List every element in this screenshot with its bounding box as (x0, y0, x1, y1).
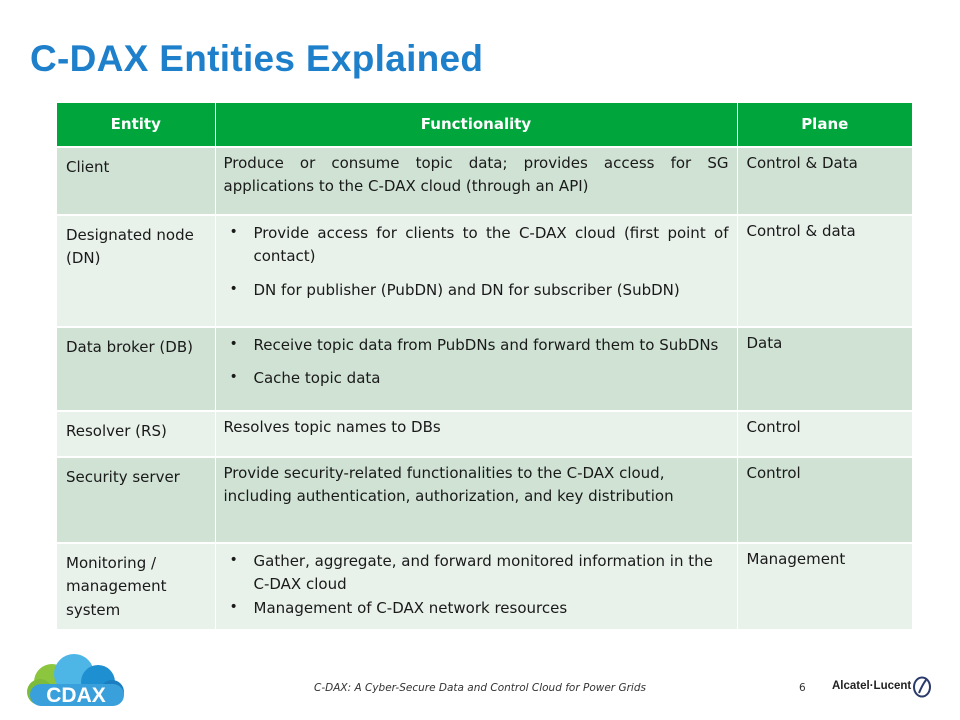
bullet-list (224, 334, 729, 391)
bullet-text: Management of C-DAX network resources (253, 598, 568, 617)
list-item (224, 597, 729, 620)
page-number: 6 (799, 682, 806, 694)
bullet-icon: • (229, 369, 238, 386)
table-row (57, 543, 912, 629)
entity-cell: Designated node (DN) (57, 215, 215, 327)
brand-text: Alcatel·Lucent (832, 680, 912, 692)
bullet-icon: • (229, 224, 238, 240)
plane-cell: Control (737, 411, 912, 457)
functionality-cell: Provide security-related functionalities to the C-DAX cloud, including authentication, authorization, and key distribution (215, 457, 737, 543)
bullet-icon: • (229, 336, 238, 352)
plane-cell: Data (737, 327, 912, 411)
bullet-icon: • (229, 552, 238, 568)
functionality-cell (215, 327, 737, 411)
table-row (57, 147, 912, 215)
bullet-icon: • (229, 598, 238, 615)
table-row (57, 327, 912, 411)
header-plane: Plane (737, 103, 912, 147)
functionality-cell (215, 215, 737, 327)
table-row (57, 215, 912, 327)
footer-text: C-DAX: A Cyber-Secure Data and Control Cloud for Power Grids (314, 682, 646, 694)
functionality-cell: Resolves topic names to DBs (215, 411, 737, 457)
plane-cell: Control & Data (737, 147, 912, 215)
entity-cell: Client (57, 147, 215, 215)
bullet-text: DN for publisher (PubDN) and DN for subscriber (SubDN) (253, 280, 680, 299)
plane-cell: Control & data (737, 215, 912, 327)
alcatel-swirl-icon (912, 676, 932, 698)
entity-cell: Resolver (RS) (57, 411, 215, 457)
entity-cell: Monitoring / management system (57, 543, 215, 629)
alcatel-lucent-logo (832, 676, 932, 702)
list-item (224, 279, 729, 302)
bullet-text: Gather, aggregate, and forward monitored information in the C-DAX cloud (253, 552, 713, 594)
bullet-icon: • (229, 280, 238, 297)
table-header-row (57, 103, 912, 147)
bullet-text: Provide access for clients to the C-DAX cloud (first point of contact) (253, 224, 729, 266)
functionality-cell (215, 543, 737, 629)
bullet-list (224, 222, 729, 302)
table-row (57, 411, 912, 457)
functionality-cell: Produce or consume topic data; provides access for SG applications to the C-DAX cloud (through an API) (215, 147, 737, 215)
entities-table (57, 103, 912, 629)
logo-text: CDAX (46, 684, 106, 707)
bullet-text: Cache topic data (253, 369, 381, 388)
plane-cell: Control (737, 457, 912, 543)
list-item (224, 222, 729, 269)
list-item (224, 334, 729, 357)
header-entity: Entity (57, 103, 215, 147)
entity-cell: Data broker (DB) (57, 327, 215, 411)
bullet-text: Receive topic data from PubDNs and forward them to SubDNs (253, 336, 719, 354)
plane-cell: Management (737, 543, 912, 629)
list-item (224, 367, 729, 390)
bullet-list (224, 550, 729, 620)
list-item (224, 550, 729, 597)
header-functionality: Functionality (215, 103, 737, 147)
slide-title: C-DAX Entities Explained (30, 38, 484, 79)
entity-cell: Security server (57, 457, 215, 543)
table-row (57, 457, 912, 543)
